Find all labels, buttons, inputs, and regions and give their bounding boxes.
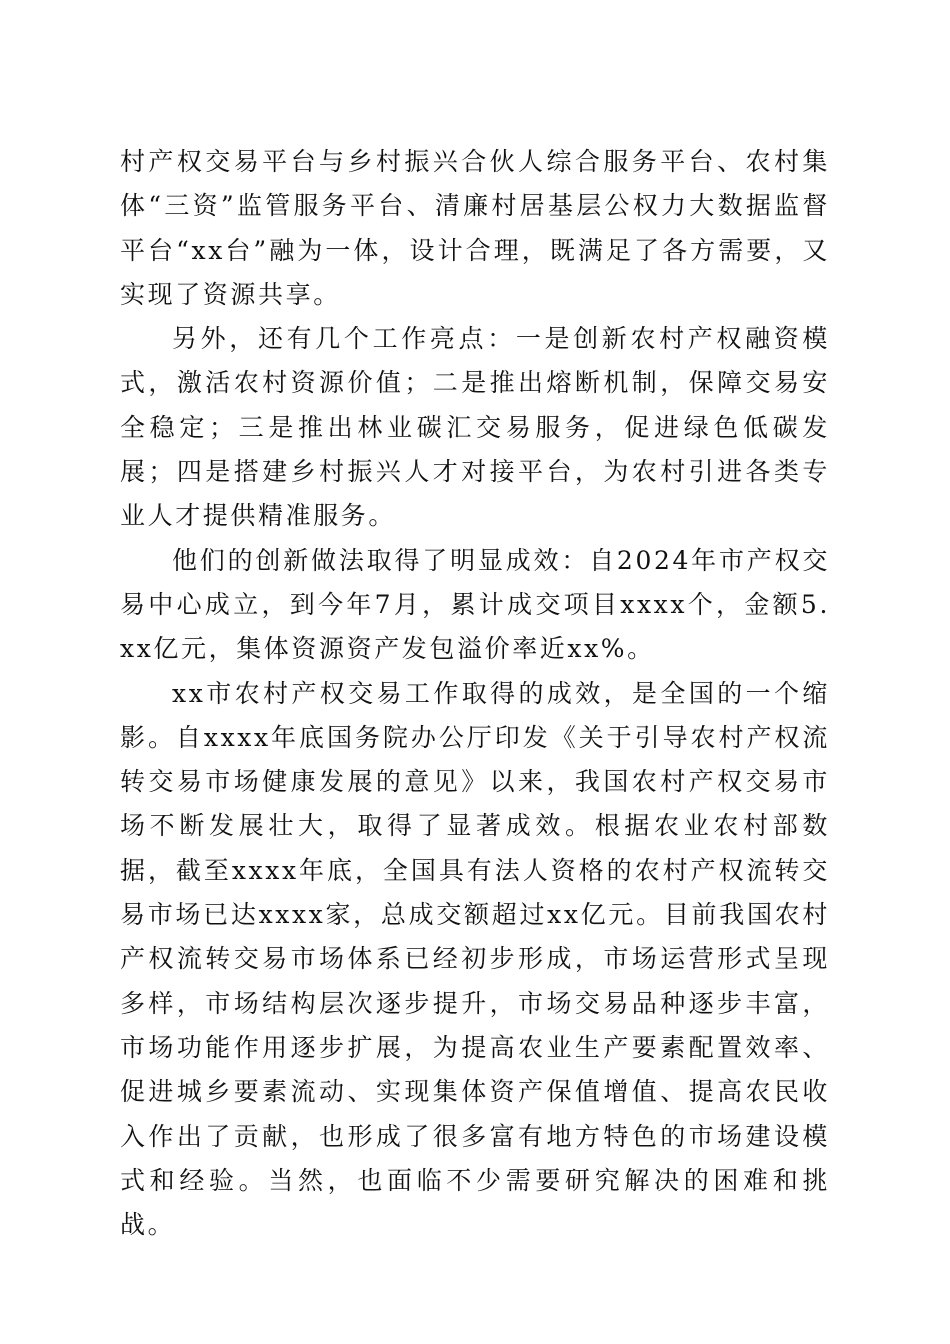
document-body [120, 140, 830, 1247]
paragraph-national-overview: xx市农村产权交易工作取得的成效，是全国的一个缩影。自xxxx年底国务院办公厅印发《关于引导农村产权流转交易市场健康发展的意见》以来，我国农村产权交易市场不断发展壮大，取得了显著成效。根据农业农村部数据，截至xxxx年底，全国具有法人资格的农村产权流转交易市场已达xxxx家，总成交额超过xx亿元。目前我国农村产权流转交易市场体系已经初步形成，市场运营形式呈现多样，市场结构层次逐步提升，市场交易品种逐步丰富，市场功能作用逐步扩展，为提高农业生产要素配置效率、促进城乡要素流动、实现集体资产保值增值、提高农民收入作出了贡献，也形成了很多富有地方特色的市场建设模式和经验。当然，也面临不少需要研究解决的困难和挑战。 [120, 678, 830, 1240]
paragraph-results: 他们的创新做法取得了明显成效：自2024年市产权交易中心成立，到今年7月，累计成交项目xxxx个，金额5.xx亿元，集体资源资产发包溢价率近xx%。 [120, 545, 830, 664]
paragraph-platform-integration: 村产权交易平台与乡村振兴合伙人综合服务平台、农村集体“三资”监管服务平台、清廉村居基层公权力大数据监督平台“xx台”融为一体，设计合理，既满足了各方需要，又实现了资源共享。 [120, 147, 830, 309]
paragraph-work-highlights: 另外，还有几个工作亮点：一是创新农村产权融资模式，激活农村资源价值；二是推出熔断机制，保障交易安全稳定；三是推出林业碳汇交易服务，促进绿色低碳发展；四是搭建乡村振兴人才对接平台，为农村引进各类专业人才提供精准服务。 [120, 324, 830, 531]
